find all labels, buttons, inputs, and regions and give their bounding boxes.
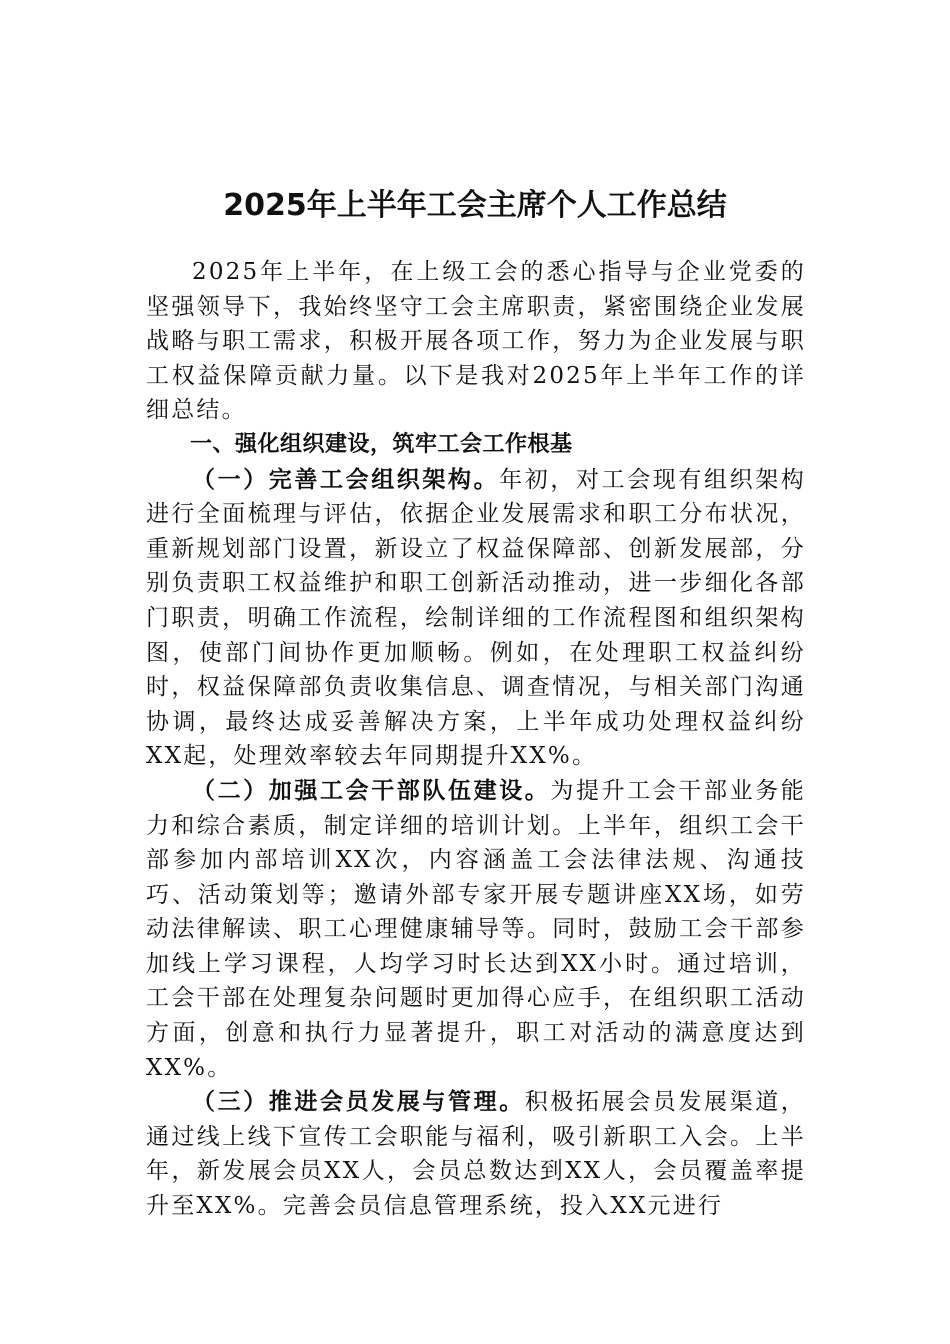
document-body bbox=[146, 255, 806, 1224]
section-paragraph-1 bbox=[146, 463, 806, 774]
section-paragraph-2 bbox=[146, 774, 806, 1085]
document-title: 2025年上半年工会主席个人工作总结 bbox=[223, 188, 727, 224]
section-paragraph-3 bbox=[146, 1085, 806, 1223]
subsection-label-1: （一）完善工会组织架构。 bbox=[192, 465, 500, 493]
subsection-label-3: （三）推进会员发展与管理。 bbox=[192, 1088, 525, 1116]
section-heading: 一、强化组织建设，筑牢工会工作根基 bbox=[190, 431, 573, 457]
subsection-text-3: 积极拓展会员发展渠道，通过线上线下宣传工会职能与福利，吸引新职工入会。上半年，新发展会员XX人，会员总数达到XX人，会员覆盖率提升至XX%。完善会员信息管理系统，投入XX元进行 bbox=[146, 1089, 806, 1220]
subsection-label-2: （二）加强工会干部队伍建设。 bbox=[192, 776, 551, 804]
intro-paragraph: 2025年上半年，在上级工会的悉心指导与企业党委的坚强领导下，我始终坚守工会主席职责，紧密围绕企业发展战略与职工需求，积极开展各项工作，努力为企业发展与职工权益保障贡献力量。以下是我对2025年上半年工作的详细总结。 bbox=[146, 259, 806, 424]
subsection-text-1: 年初，对工会现有组织架构进行全面梳理与评估，依据企业发展需求和职工分布状况，重新规划部门设置，新设立了权益保障部、创新发展部，分别负责职工权益维护和职工创新活动推动，进一步细化各部门职责，明确工作流程，绘制详细的工作流程图和组织架构图，使部门间协作更加顺畅。例如，在处理职工权益纠纷时，权益保障部负责收集信息、调查情况，与相关部门沟通协调，最终达成妥善解决方案，上半年成功处理权益纠纷XX起，处理效率较去年同期提升XX%。 bbox=[146, 466, 806, 770]
subsection-text-2: 为提升工会干部业务能力和综合素质，制定详细的培训计划。上半年，组织工会干部参加内部培训XX次，内容涵盖工会法律法规、沟通技巧、活动策划等；邀请外部专家开展专题讲座XX场，如劳动法律解读、职工心理健康辅导等。同时，鼓励工会干部参加线上学习课程，人均学习时长达到XX小时。通过培训，工会干部在处理复杂问题时更加得心应手，在组织职工活动方面，创意和执行力显著提升，职工对活动的满意度达到XX%。 bbox=[146, 777, 807, 1081]
